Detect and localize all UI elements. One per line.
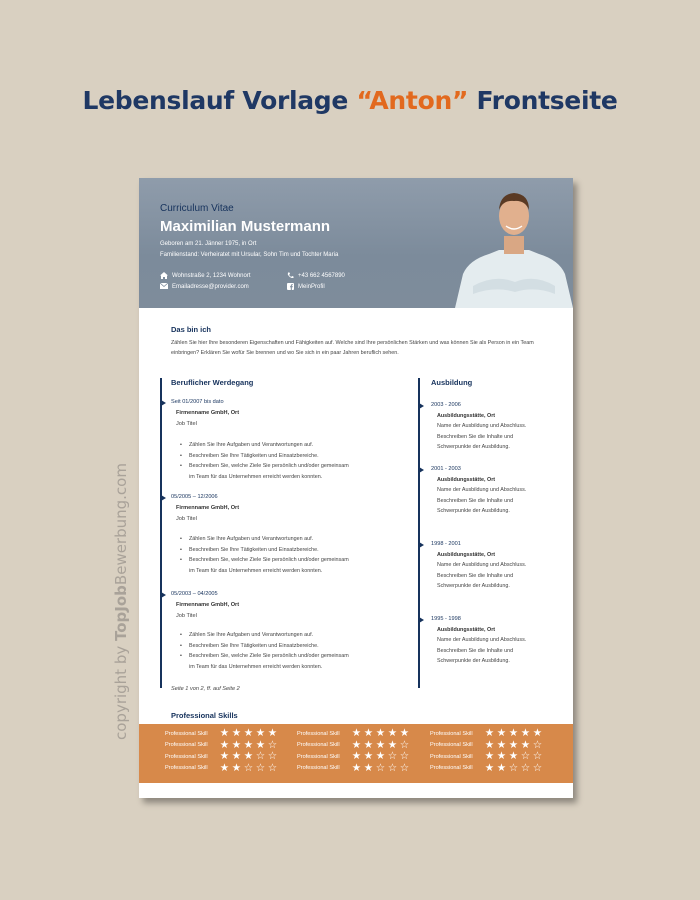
address-contact: Wohnstraße 2, 1234 Wohnort — [160, 272, 251, 279]
list-item: • Beschreiben Sie, welche Ziele Sie persönlich und/oder gemeinsam — [176, 651, 396, 662]
list-item: • Beschreiben Sie, welche Ziele Sie persönlich und/oder gemeinsam — [176, 461, 396, 472]
star-filled-icon: ★ — [363, 761, 374, 774]
skill-label: Professional Skill — [430, 753, 473, 760]
star-filled-icon: ★ — [375, 750, 386, 762]
facebook-icon — [286, 283, 294, 290]
star-outline-icon: ☆ — [255, 750, 266, 762]
skill-rating-row — [297, 728, 410, 739]
education-date: 2001 - 2003 — [431, 466, 461, 472]
star-filled-icon: ★ — [508, 738, 519, 751]
timeline-marker — [161, 592, 166, 598]
skill-rating-row — [165, 763, 278, 774]
education-institution: Ausbildungsstätte, Ort — [437, 627, 496, 633]
star-filled-icon: ★ — [363, 738, 374, 751]
star-filled-icon: ★ — [496, 727, 507, 739]
skill-rating-row — [297, 763, 410, 774]
home-icon — [160, 272, 168, 279]
skill-rating-row — [430, 728, 543, 739]
skill-rating-row — [430, 751, 543, 762]
star-outline-icon: ☆ — [387, 761, 398, 774]
skill-label: Professional Skill — [165, 753, 208, 760]
star-outline-icon: ☆ — [267, 750, 278, 762]
star-filled-icon: ★ — [231, 750, 242, 762]
education-timeline-line — [418, 378, 420, 688]
list-item: • Zählen Sie Ihre Aufgaben und Verantwortungen auf. — [176, 630, 396, 641]
star-filled-icon: ★ — [243, 750, 254, 762]
birth-info: Geboren am 21. Jänner 1975, in Ort — [160, 241, 257, 247]
star-filled-icon: ★ — [267, 727, 278, 739]
portrait-photo — [455, 182, 573, 308]
star-rating — [351, 740, 410, 751]
skill-label: Professional Skill — [430, 765, 473, 771]
skill-rating-row — [165, 751, 278, 762]
list-item: • Beschreiben Sie, welche Ziele Sie persönlich und/oder gemeinsam — [176, 555, 396, 566]
career-date: Seit 01/2007 bis dato — [171, 399, 224, 405]
star-outline-icon: ☆ — [532, 738, 543, 751]
star-outline-icon: ☆ — [520, 750, 531, 762]
star-filled-icon: ★ — [351, 738, 362, 751]
list-item: • Zählen Sie Ihre Aufgaben und Verantwortungen auf. — [176, 440, 396, 451]
star-filled-icon: ★ — [375, 727, 386, 739]
star-filled-icon: ★ — [496, 738, 507, 751]
skill-label: Professional Skill — [430, 730, 473, 737]
star-outline-icon: ☆ — [532, 761, 543, 774]
education-entry: Ausbildungsstätte, Ort Name der Ausbildung und Abschluss. Beschreiben Sie die Inhalte und Schwerpunkte der Ausbildung. — [437, 475, 562, 516]
star-filled-icon: ★ — [496, 761, 507, 774]
star-filled-icon: ★ — [387, 738, 398, 751]
page-note: Seite 1 von 2, ff. auf Seite 2 — [171, 686, 240, 692]
star-filled-icon: ★ — [387, 727, 398, 739]
star-outline-icon: ☆ — [375, 761, 386, 774]
skill-label: Professional Skill — [430, 742, 473, 748]
family-status: Familienstand: Verheiratet mit Ursular, Sohn Tim und Tochter Maria — [160, 252, 339, 258]
star-outline-icon: ☆ — [387, 750, 398, 762]
star-filled-icon: ★ — [363, 727, 374, 739]
skill-label: Professional Skill — [297, 730, 340, 737]
skill-rating-row — [165, 728, 278, 739]
education-institution: Ausbildungsstätte, Ort — [437, 552, 496, 558]
email-contact[interactable]: Emailadresse@provider.com — [160, 283, 249, 290]
timeline-marker — [419, 467, 424, 473]
phone-contact[interactable]: +43 662 4567890 — [286, 272, 345, 279]
skill-label: Professional Skill — [297, 765, 340, 771]
cv-header — [139, 178, 573, 308]
star-rating — [484, 740, 543, 751]
star-filled-icon: ★ — [484, 727, 495, 739]
star-rating — [484, 728, 543, 739]
star-filled-icon: ★ — [399, 727, 410, 739]
star-filled-icon: ★ — [363, 750, 374, 762]
education-entry: Ausbildungsstätte, Ort Name der Ausbildung und Abschluss. Beschreiben Sie die Inhalte und Schwerpunkte der Ausbildung. — [437, 411, 562, 452]
career-job-title: Job Titel — [176, 613, 197, 619]
career-date: 05/2005 – 12/2006 — [171, 494, 218, 500]
star-outline-icon: ☆ — [520, 761, 531, 774]
star-filled-icon: ★ — [219, 738, 230, 751]
star-filled-icon: ★ — [375, 738, 386, 751]
star-filled-icon: ★ — [484, 750, 495, 762]
star-rating — [351, 763, 410, 774]
star-filled-icon: ★ — [520, 738, 531, 751]
page-title: Lebenslauf Vorlage “Anton” Frontseite — [82, 86, 618, 115]
star-filled-icon: ★ — [351, 727, 362, 739]
education-entry: Ausbildungsstätte, Ort Name der Ausbildung und Abschluss. Beschreiben Sie die Inhalte und Schwerpunkte der Ausbildung. — [437, 550, 562, 591]
education-entry: Ausbildungsstätte, Ort Name der Ausbildung und Abschluss. Beschreiben Sie die Inhalte und Schwerpunkte der Ausbildung. — [437, 625, 562, 666]
timeline-marker — [161, 495, 166, 501]
star-filled-icon: ★ — [243, 727, 254, 739]
star-filled-icon: ★ — [351, 750, 362, 762]
intro-heading: Das bin ich — [171, 325, 212, 334]
career-firm: Firmenname GmbH, Ort — [176, 410, 240, 416]
timeline-marker — [419, 617, 424, 623]
skill-rating-row — [430, 763, 543, 774]
list-item: im Team für das Unternehmen erreicht werden konnten. — [189, 567, 323, 574]
list-item: • Beschreiben Sie Ihre Tätigkeiten und Einsatzbereiche. — [176, 641, 396, 652]
timeline-marker — [419, 542, 424, 548]
star-filled-icon: ★ — [231, 761, 242, 774]
star-rating — [219, 763, 278, 774]
list-item: im Team für das Unternehmen erreicht werden konnten. — [189, 663, 323, 670]
career-job-title: Job Titel — [176, 421, 197, 427]
star-filled-icon: ★ — [520, 727, 531, 739]
copyright-watermark: copyright by TopJobBewerbung.com — [112, 463, 130, 740]
skill-label: Professional Skill — [165, 730, 208, 737]
skills-heading: Professional Skills — [171, 711, 238, 720]
intro-text: Zählen Sie hier Ihre besonderen Eigenschaften und Fähigkeiten auf. Welche sind Ihre persönlichen Stärken und was können Sie als Person in ein Team einbringen? Erklären Sie wofür Sie brennen und wo Sie sich in ein paar Jahren beruflich sehen. — [171, 340, 534, 356]
skill-rating-row — [297, 740, 410, 751]
star-rating — [351, 751, 410, 762]
star-filled-icon: ★ — [219, 750, 230, 762]
star-filled-icon: ★ — [508, 727, 519, 739]
star-filled-icon: ★ — [231, 727, 242, 739]
profile-contact[interactable]: MeinProfil — [286, 283, 325, 290]
star-filled-icon: ★ — [243, 738, 254, 751]
skills-band — [139, 724, 573, 783]
star-rating — [351, 728, 410, 739]
star-filled-icon: ★ — [532, 727, 543, 739]
star-rating — [484, 763, 543, 774]
star-filled-icon: ★ — [255, 727, 266, 739]
list-item: im Team für das Unternehmen erreicht werden konnten. — [189, 473, 323, 480]
career-firm: Firmenname GmbH, Ort — [176, 602, 240, 608]
star-filled-icon: ★ — [255, 738, 266, 751]
star-outline-icon: ☆ — [532, 750, 543, 762]
star-outline-icon: ☆ — [255, 761, 266, 774]
star-filled-icon: ★ — [219, 761, 230, 774]
title-accent: “Anton” — [356, 86, 469, 115]
phone-icon — [286, 272, 294, 279]
education-heading: Ausbildung — [431, 378, 473, 387]
star-outline-icon: ☆ — [267, 738, 278, 751]
skill-label: Professional Skill — [165, 765, 208, 771]
star-filled-icon: ★ — [484, 738, 495, 751]
star-filled-icon: ★ — [508, 750, 519, 762]
star-filled-icon: ★ — [351, 761, 362, 774]
skill-label: Professional Skill — [165, 742, 208, 748]
star-outline-icon: ☆ — [243, 761, 254, 774]
education-date: 2003 - 2006 — [431, 402, 461, 408]
star-rating — [219, 751, 278, 762]
timeline-marker — [419, 403, 424, 409]
star-filled-icon: ★ — [219, 727, 230, 739]
cv-label: Curriculum Vitae — [160, 203, 234, 214]
career-bullets — [176, 440, 396, 482]
skill-rating-row — [297, 751, 410, 762]
education-date: 1995 - 1998 — [431, 616, 461, 622]
career-heading: Beruflicher Werdegang — [171, 378, 254, 387]
person-name: Maximilian Mustermann — [160, 218, 331, 235]
skill-rating-row — [430, 740, 543, 751]
list-item: • Beschreiben Sie Ihre Tätigkeiten und Einsatzbereiche. — [176, 545, 396, 556]
education-date: 1998 - 2001 — [431, 541, 461, 547]
star-filled-icon: ★ — [484, 761, 495, 774]
skill-label: Professional Skill — [297, 742, 340, 748]
skill-rating-row — [165, 740, 278, 751]
career-timeline-line — [160, 378, 162, 688]
star-filled-icon: ★ — [231, 738, 242, 751]
star-rating — [484, 751, 543, 762]
star-filled-icon: ★ — [496, 750, 507, 762]
list-item: • Zählen Sie Ihre Aufgaben und Verantwortungen auf. — [176, 534, 396, 545]
star-outline-icon: ☆ — [399, 750, 410, 762]
star-rating — [219, 728, 278, 739]
career-bullets — [176, 630, 396, 672]
career-job-title: Job Titel — [176, 516, 197, 522]
skill-label: Professional Skill — [297, 753, 340, 760]
education-institution: Ausbildungsstätte, Ort — [437, 413, 496, 419]
timeline-marker — [161, 400, 166, 406]
star-outline-icon: ☆ — [399, 738, 410, 751]
star-rating — [219, 740, 278, 751]
star-outline-icon: ☆ — [508, 761, 519, 774]
list-item: • Beschreiben Sie Ihre Tätigkeiten und Einsatzbereiche. — [176, 451, 396, 462]
career-firm: Firmenname GmbH, Ort — [176, 505, 240, 511]
education-institution: Ausbildungsstätte, Ort — [437, 477, 496, 483]
career-bullets — [176, 534, 396, 576]
star-outline-icon: ☆ — [267, 761, 278, 774]
mail-icon — [160, 283, 168, 290]
cv-page — [139, 178, 573, 798]
career-date: 05/2003 – 04/2005 — [171, 591, 218, 597]
star-outline-icon: ☆ — [399, 761, 410, 774]
